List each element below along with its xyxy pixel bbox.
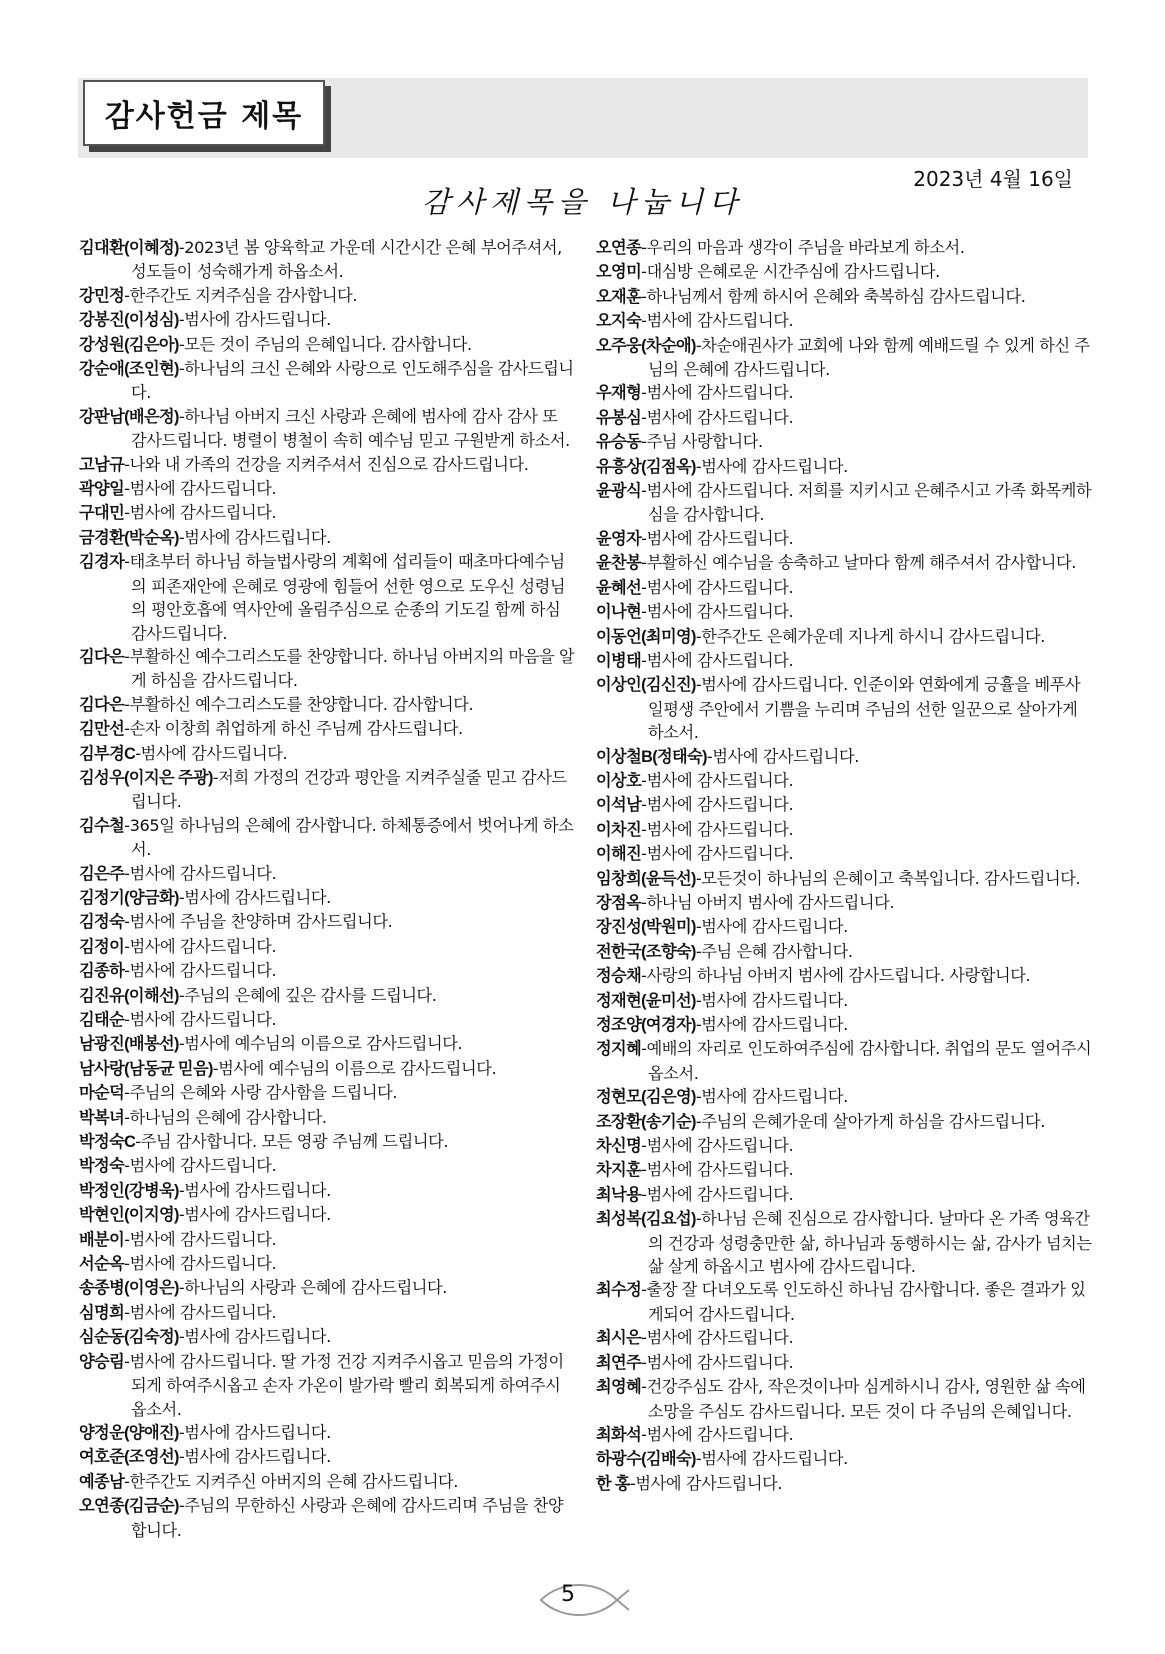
donor-name: 이차진 (596, 820, 642, 839)
thanks-entry (79, 1081, 575, 1105)
thanks-entry (79, 935, 575, 959)
donor-name: 최화석 (596, 1425, 642, 1444)
thanks-entry (596, 1183, 1092, 1207)
donor-name: 한 홍 (596, 1474, 630, 1493)
thanks-text: -범사에 감사드립니다. (641, 1184, 794, 1204)
thanks-entry (79, 766, 575, 814)
thanks-text: -범사에 감사드립니다. (641, 407, 794, 427)
donor-name: 장진성(박원미) (596, 918, 696, 937)
donor-name: 최낙용 (596, 1185, 642, 1204)
thanks-text: -범사에 감사드립니다. (124, 1254, 277, 1274)
thanks-text: -범사에 감사드립니다. (641, 528, 794, 548)
thanks-entry (596, 867, 1092, 891)
donor-name: 유봉심 (596, 408, 642, 427)
thanks-text: -예배의 자리로 인도하여주심에 감사합니다. 취업의 문도 열어주시옵소서. (641, 1039, 1092, 1083)
thanks-text: -하나님 아버지 범사에 감사드립니다. (641, 892, 895, 912)
thanks-text: -범사에 감사드립니다. (641, 1136, 794, 1156)
thanks-entry (596, 964, 1092, 988)
thanks-text: -범사에 감사드립니다. (124, 863, 277, 883)
thanks-text: -범사에 감사드립니다. (641, 844, 794, 864)
donor-name: 이상인(김신진) (596, 676, 696, 695)
thanks-text: -범사에 감사드립니다. (641, 819, 794, 839)
donor-name: 유흥상(김점옥) (596, 457, 696, 476)
thanks-entry (79, 1276, 575, 1300)
thanks-entry (79, 333, 575, 357)
thanks-entry (79, 1470, 575, 1494)
donor-name: 강민정 (79, 286, 125, 305)
donor-name: 구대민 (79, 504, 125, 523)
donor-name: 이석남 (596, 796, 642, 815)
thanks-entry (596, 1326, 1092, 1350)
thanks-entry (79, 814, 575, 862)
thanks-text: -주님의 은혜가운데 살아가게 하심을 감사드립니다. (695, 1111, 1045, 1131)
thanks-text: -범사에 감사드립니다. (124, 503, 277, 523)
thanks-text: -주님의 은혜에 깊은 감사를 드립니다. (178, 985, 437, 1005)
thanks-entry (79, 742, 575, 766)
thanks-entry (596, 1351, 1092, 1375)
donor-name: 곽양일 (79, 480, 125, 499)
donor-name: 오영미 (596, 263, 642, 282)
thanks-entry (596, 649, 1092, 673)
thanks-text: -범사에 감사드립니다. (695, 917, 848, 937)
thanks-text: -부활하신 예수그리스도를 찬양합니다. 하나님 아버지의 마음을 알게 하심을 감사드립니다. (124, 646, 575, 691)
thanks-text: -범사에 감사드립니다. (178, 1422, 331, 1442)
title-box (83, 80, 325, 146)
thanks-text: -건강주심도 감사, 작은것이나마 심게하시니 감사, 영원한 삶 속에 소망을 주심도 감사드립니다. 모든 것이 다 주님의 은혜입니다. (641, 1377, 1086, 1421)
thanks-text: -범사에 감사드립니다. (641, 1352, 794, 1372)
thanks-text: -하나님의 크신 은혜와 사랑으로 인도해주심을 감사드립니다. (131, 359, 574, 403)
thanks-entry (79, 1421, 575, 1445)
thanks-text: -태초부터 하나님 하늘법사랑의 계획에 섭리들이 때초마다예수님의 피존재안에 은혜로 영광에 힘들어 선한 영으로 도우신 성령님의 평안호흡에 역사안에 올림주심으로 순종의 기도길 함께 하심 감사드립니다. (124, 552, 566, 643)
donor-name: 최성복(김요섭) (596, 1210, 696, 1229)
thanks-text: -부활하신 예수님을 송축하고 날마다 함께 해주셔서 감사합니다. (641, 553, 1076, 573)
thanks-entry (596, 260, 1092, 284)
donor-name: 마순덕 (79, 1084, 125, 1103)
donor-name: 정재현(윤미선) (596, 991, 696, 1010)
thanks-text: -하나님 은혜 진심으로 감사합니다. 날마다 온 가족 영육간의 건강과 성령충만한 삶, 하나님과 동행하시는 삶, 감사가 넘치는 삶 살게 하옵시고 범사에 감사드립니다. (648, 1209, 1092, 1277)
thanks-entry (596, 600, 1092, 624)
thanks-entry (79, 1106, 575, 1130)
thanks-text: -차순애권사가 교회에 나와 함께 예배드릴 수 있게 하신 주님의 은혜에 감사드립니다. (648, 335, 1090, 380)
donor-name: 강판남(배은정) (79, 407, 179, 426)
thanks-text: -범사에 감사드립니다. (641, 311, 794, 331)
donor-name: 정조양(여경자) (596, 1016, 696, 1034)
thanks-entry (596, 842, 1092, 866)
thanks-entry (596, 381, 1092, 405)
donor-name: 전한국(조향숙) (596, 942, 696, 961)
donor-name: 남사랑(남동균 믿음) (79, 1059, 213, 1078)
donor-name: 송종병(이영은) (79, 1279, 179, 1298)
thanks-text: -범사에 감사드립니다. (135, 743, 288, 763)
donor-name: 이상철B(정태숙) (596, 747, 707, 766)
thanks-text: -모든것이 하나님의 은혜이고 축복입니다. 감사드립니다. (695, 868, 1081, 888)
donor-name: 윤영자 (596, 529, 642, 548)
thanks-text: -하나님의 사랑과 은혜에 감사드립니다. (178, 1278, 448, 1298)
thanks-text: -범사에 감사드립니다. (641, 1424, 794, 1444)
thanks-entry (79, 1301, 575, 1325)
donor-name: 김대환(이혜정) (79, 239, 179, 257)
donor-name: 서순옥 (79, 1255, 125, 1274)
thanks-entry (596, 745, 1092, 769)
thanks-entry (596, 1134, 1092, 1158)
donor-name: 오지숙 (596, 312, 642, 331)
donor-name: 오연종 (596, 239, 642, 257)
thanks-text: -범사에 감사드립니다. (629, 1473, 783, 1493)
thanks-entry (79, 910, 575, 934)
thanks-entry (596, 625, 1092, 649)
thanks-text: -범사에 감사드립니다. (695, 1015, 848, 1034)
donor-name: 김종하 (79, 962, 125, 981)
issue-date: 2023년 4월 16일 (913, 167, 1073, 191)
thanks-text: -범사에 감사드립니다. (124, 1156, 277, 1176)
donor-name: 조장환(송기순) (596, 1112, 696, 1131)
thanks-entry (596, 334, 1092, 382)
donor-name: 강봉진(이성심) (79, 311, 179, 330)
thanks-text: -범사에 감사드립니다. (124, 961, 277, 981)
thanks-entry (596, 915, 1092, 939)
donor-name: 장점옥 (596, 893, 642, 912)
thanks-entry (596, 793, 1092, 817)
donor-name: 차신명 (596, 1137, 642, 1156)
thanks-text: -범사에 감사드립니다. (178, 1327, 331, 1347)
donor-name: 우재형 (596, 384, 642, 403)
donor-name: 남광진(배봉선) (79, 1035, 179, 1054)
thanks-entry (79, 405, 575, 453)
thanks-entry (79, 645, 575, 693)
thanks-text: -모든 것이 주님의 은혜입니다. 감사합니다. (178, 334, 472, 354)
donor-name: 김은주 (79, 864, 125, 883)
thanks-entry (79, 1057, 575, 1081)
thanks-text: -하나님께서 함께 하시어 은혜와 축복하심 감사드립니다. (641, 286, 1026, 306)
thanks-text: -대심방 은혜로운 시간주심에 감사드립니다. (641, 262, 940, 282)
donor-name: 김태순 (79, 1011, 125, 1029)
thanks-entry (79, 1203, 575, 1227)
thanks-text: -저희 가정의 건강과 평안을 지켜주실줄 믿고 감사드립니다. (131, 767, 567, 812)
donor-name: 이상호 (596, 771, 642, 790)
donor-name: 예종남 (79, 1472, 125, 1491)
donor-name: 윤찬봉 (596, 554, 642, 573)
donor-name: 김다은 (79, 647, 125, 666)
donor-name: 김진유(이해선) (79, 986, 179, 1005)
donor-name: 최영혜 (596, 1378, 642, 1397)
donor-name: 이해진 (596, 845, 642, 864)
donor-name: 최연주 (596, 1353, 642, 1372)
thanks-entry (596, 576, 1092, 600)
thanks-entry (79, 501, 575, 525)
thanks-entry (79, 1130, 575, 1154)
donor-name: 김정기(양금화) (79, 888, 179, 907)
thanks-text: -범사에 감사드립니다. (695, 1449, 848, 1469)
donor-name: 김경자 (79, 553, 125, 572)
thanks-entry (79, 1494, 575, 1542)
thanks-text: -범사에 감사드립니다. (641, 577, 794, 597)
page-title: 감사헌금 제목 (104, 99, 304, 134)
thanks-entry (79, 886, 575, 910)
donor-name: 금경환(박순옥) (79, 528, 179, 547)
donor-name: 강순애(조인현) (79, 360, 179, 379)
thanks-text: -범사에 감사드립니다. (178, 1447, 331, 1467)
thanks-entry (79, 1350, 575, 1421)
thanks-text: -출장 잘 다녀오도록 인도하신 하나님 감사합니다. 좋은 결과가 있게되어 감사드립니다. (641, 1280, 1086, 1324)
thanks-entry (596, 551, 1092, 575)
thanks-text: -범사에 감사드립니다. (178, 1205, 331, 1225)
thanks-text: -범사에 감사드립니다. (124, 936, 277, 956)
thanks-entry (79, 717, 575, 741)
thanks-text: -2023년 봄 양육학교 가운데 시간시간 은혜 부어주셔서, 성도들이 성숙해가게 하옵소서. (131, 238, 562, 282)
donor-name: 김정숙 (79, 913, 125, 932)
donor-name: 최시은 (596, 1329, 642, 1348)
donor-name: 차지훈 (596, 1161, 642, 1180)
thanks-text: -범사에 감사드립니다. (706, 746, 859, 766)
thanks-entry (596, 940, 1092, 964)
donor-name: 박정숙C (79, 1133, 136, 1152)
donor-name: 오재훈 (596, 287, 642, 306)
thanks-entry (596, 1207, 1092, 1278)
thanks-text: -한주간도 지켜주심을 감사합니다. (124, 285, 358, 305)
donor-name: 여호준(조영선) (79, 1448, 179, 1467)
donor-name: 정승채 (596, 967, 642, 986)
thanks-entry (79, 236, 575, 284)
thanks-text: -범사에 감사드립니다. (641, 770, 794, 790)
thanks-text: -주님의 은혜와 사랑 감사함을 드립니다. (124, 1083, 398, 1103)
donor-name: 오연종(김금순) (79, 1497, 179, 1516)
donor-name: 박복녀 (79, 1108, 125, 1127)
thanks-entry (79, 862, 575, 886)
thanks-entry (79, 477, 575, 501)
thanks-entry (596, 1447, 1092, 1471)
donor-name: 김수철 (79, 816, 125, 835)
thanks-text: -부활하신 예수그리스도를 찬양합니다. 감사합니다. (124, 694, 474, 714)
thanks-entry (596, 769, 1092, 793)
thanks-entry (79, 1228, 575, 1252)
donor-name: 최수정 (596, 1281, 642, 1300)
thanks-text: -범사에 감사드립니다. (641, 650, 794, 670)
thanks-entry (596, 1423, 1092, 1447)
thanks-text: -주님 은혜 감사합니다. (695, 941, 853, 961)
thanks-text: -하나님 아버지 크신 사랑과 은혜에 범사에 감사 감사 또 감사드립니다. 병렬이 병철이 속히 예수님 믿고 구원받게 하소서. (131, 406, 570, 451)
donor-name: 박현인(이지영) (79, 1206, 179, 1225)
thanks-entry (79, 526, 575, 550)
thanks-entry (79, 1008, 575, 1032)
donor-name: 김다은 (79, 695, 125, 714)
thanks-entry (596, 818, 1092, 842)
section-subtitle: 감사제목을 나눕니다 (421, 185, 744, 219)
thanks-text: -범사에 주님을 찬양하며 감사드립니다. (124, 912, 393, 932)
donor-name: 이동언(최미영) (596, 627, 696, 646)
thanks-text: -범사에 감사드립니다. (641, 795, 794, 815)
thanks-entry (596, 455, 1092, 479)
thanks-entry (596, 1278, 1092, 1326)
thanks-entry (596, 430, 1092, 454)
thanks-text: -사랑의 하나님 아버지 범사에 감사드립니다. 사랑합니다. (641, 966, 1031, 986)
fish-icon (535, 1578, 631, 1622)
donor-name: 윤혜선 (596, 578, 642, 597)
thanks-entry (596, 285, 1092, 309)
thanks-entry (79, 453, 575, 477)
thanks-entry (79, 693, 575, 717)
thanks-text: -범사에 감사드립니다. 인준이와 연화에게 긍휼을 베푸사 일평생 주안에서 기쁨을 누리며 주님의 선한 일꾼으로 살아가게 하소서. (648, 675, 1081, 743)
thanks-entry (79, 959, 575, 983)
right-column (596, 236, 1092, 1496)
thanks-entry (79, 308, 575, 332)
thanks-entry (79, 550, 575, 645)
thanks-entry (596, 1085, 1092, 1109)
thanks-entry (79, 1445, 575, 1469)
thanks-entry (79, 284, 575, 308)
thanks-text: -손자 이창희 취업하게 하신 주님께 감사드립니다. (124, 719, 463, 739)
thanks-entry (79, 1179, 575, 1203)
donor-name: 임창희(윤득선) (596, 869, 696, 888)
thanks-text: -365일 하나님의 은혜에 감사합니다. 하체통증에서 벗어나게 하소서. (124, 815, 574, 860)
donor-name: 정지혜 (596, 1040, 642, 1059)
thanks-entry (596, 309, 1092, 333)
thanks-text: -범사에 감사드립니다. (124, 1010, 277, 1029)
donor-name: 심명희 (79, 1303, 125, 1322)
page-number: 5 (561, 1582, 575, 1607)
thanks-text: -범사에 감사드립니다. (124, 479, 277, 499)
donor-name: 김성우(이지은 주광) (79, 768, 213, 787)
thanks-text: -범사에 감사드립니다. (178, 887, 331, 907)
donor-name: 고남규 (79, 455, 125, 474)
thanks-text: -주님 감사합니다. 모든 영광 주님께 드립니다. (135, 1132, 449, 1152)
thanks-entry (79, 984, 575, 1008)
thanks-text: -범사에 감사드립니다. (695, 990, 848, 1010)
donor-name: 박정인(강병욱) (79, 1181, 179, 1200)
thanks-text: -주님의 무한하신 사랑과 은혜에 감사드리며 주님을 찬양합니다. (131, 1496, 564, 1540)
donor-name: 김정이 (79, 937, 125, 956)
donor-name: 박정숙 (79, 1157, 125, 1176)
donor-name: 양정운(양애진) (79, 1423, 179, 1442)
donor-name: 이나현 (596, 603, 642, 622)
thanks-entry (596, 1158, 1092, 1182)
thanks-text: -범사에 감사드립니다. (178, 527, 331, 547)
thanks-text: -범사에 감사드립니다. (178, 310, 331, 330)
thanks-entry (79, 357, 575, 405)
thanks-text: -범사에 예수님의 이름으로 감사드립니다. (178, 1034, 463, 1054)
thanks-entry (596, 673, 1092, 744)
thanks-text: -한주간도 지켜주신 아버지의 은혜 감사드립니다. (124, 1471, 459, 1491)
donor-name: 배분이 (79, 1230, 125, 1249)
donor-name: 이병태 (596, 651, 642, 670)
thanks-text: -범사에 감사드립니다. (178, 1180, 331, 1200)
thanks-entry (596, 1013, 1092, 1037)
donor-name: 강성원(김은아) (79, 335, 179, 354)
donor-name: 오주웅(차순애) (596, 336, 696, 355)
thanks-text: -한주간도 은혜가운데 지나게 하시니 감사드립니다. (695, 626, 1045, 646)
thanks-text: -범사에 예수님의 이름으로 감사드립니다. (212, 1058, 497, 1078)
thanks-entry (596, 479, 1092, 527)
left-column (79, 236, 575, 1542)
thanks-entry (79, 1032, 575, 1056)
thanks-text: -하나님의 은혜에 감사합니다. (124, 1107, 327, 1127)
thanks-entry (596, 1472, 1092, 1496)
thanks-entry (79, 1325, 575, 1349)
donor-name: 김부경C (79, 744, 136, 763)
thanks-entry (596, 1037, 1092, 1085)
donor-name: 심순동(김숙정) (79, 1328, 179, 1347)
thanks-text: -우리의 마음과 생각이 주님을 바라보게 하소서. (641, 238, 965, 257)
thanks-entry (596, 236, 1092, 260)
thanks-text: -범사에 감사드립니다. (641, 602, 794, 622)
thanks-text: -범사에 감사드립니다. 딸 가정 건강 지켜주시옵고 믿음의 가정이 되게 하여주시옵고 손자 가온이 발가락 빨리 회복되게 하여주시옵소서. (124, 1351, 564, 1419)
thanks-text: -범사에 감사드립니다. (641, 383, 794, 403)
thanks-text: -범사에 감사드립니다. (124, 1302, 277, 1322)
thanks-text: -범사에 감사드립니다. (641, 1328, 794, 1348)
thanks-text: -주님 사랑합니다. (641, 432, 763, 452)
thanks-text: -범사에 감사드립니다. (124, 1229, 277, 1249)
thanks-entry (596, 891, 1092, 915)
donor-name: 유승동 (596, 433, 642, 452)
thanks-entry (79, 1252, 575, 1276)
donor-name: 정현모(김은영) (596, 1088, 696, 1107)
thanks-entry (596, 1375, 1092, 1423)
donor-name: 김만선 (79, 720, 125, 739)
thanks-entry (596, 527, 1092, 551)
thanks-text: -범사에 감사드립니다. (695, 456, 848, 476)
thanks-text: -나와 내 가족의 건강을 지켜주셔서 진심으로 감사드립니다. (124, 454, 529, 474)
donor-name: 윤광식 (596, 482, 642, 501)
thanks-entry (596, 406, 1092, 430)
donor-name: 하광수(김배숙) (596, 1450, 696, 1469)
thanks-text: -범사에 감사드립니다. (695, 1087, 848, 1107)
thanks-entry (596, 1110, 1092, 1134)
thanks-text: -범사에 감사드립니다. (641, 1160, 794, 1180)
thanks-entry (79, 1154, 575, 1178)
donor-name: 양승림 (79, 1352, 125, 1371)
thanks-text: -범사에 감사드립니다. 저희를 지키시고 은혜주시고 가족 화목케하심을 감사합니다. (641, 481, 1092, 525)
thanks-entry (596, 989, 1092, 1013)
